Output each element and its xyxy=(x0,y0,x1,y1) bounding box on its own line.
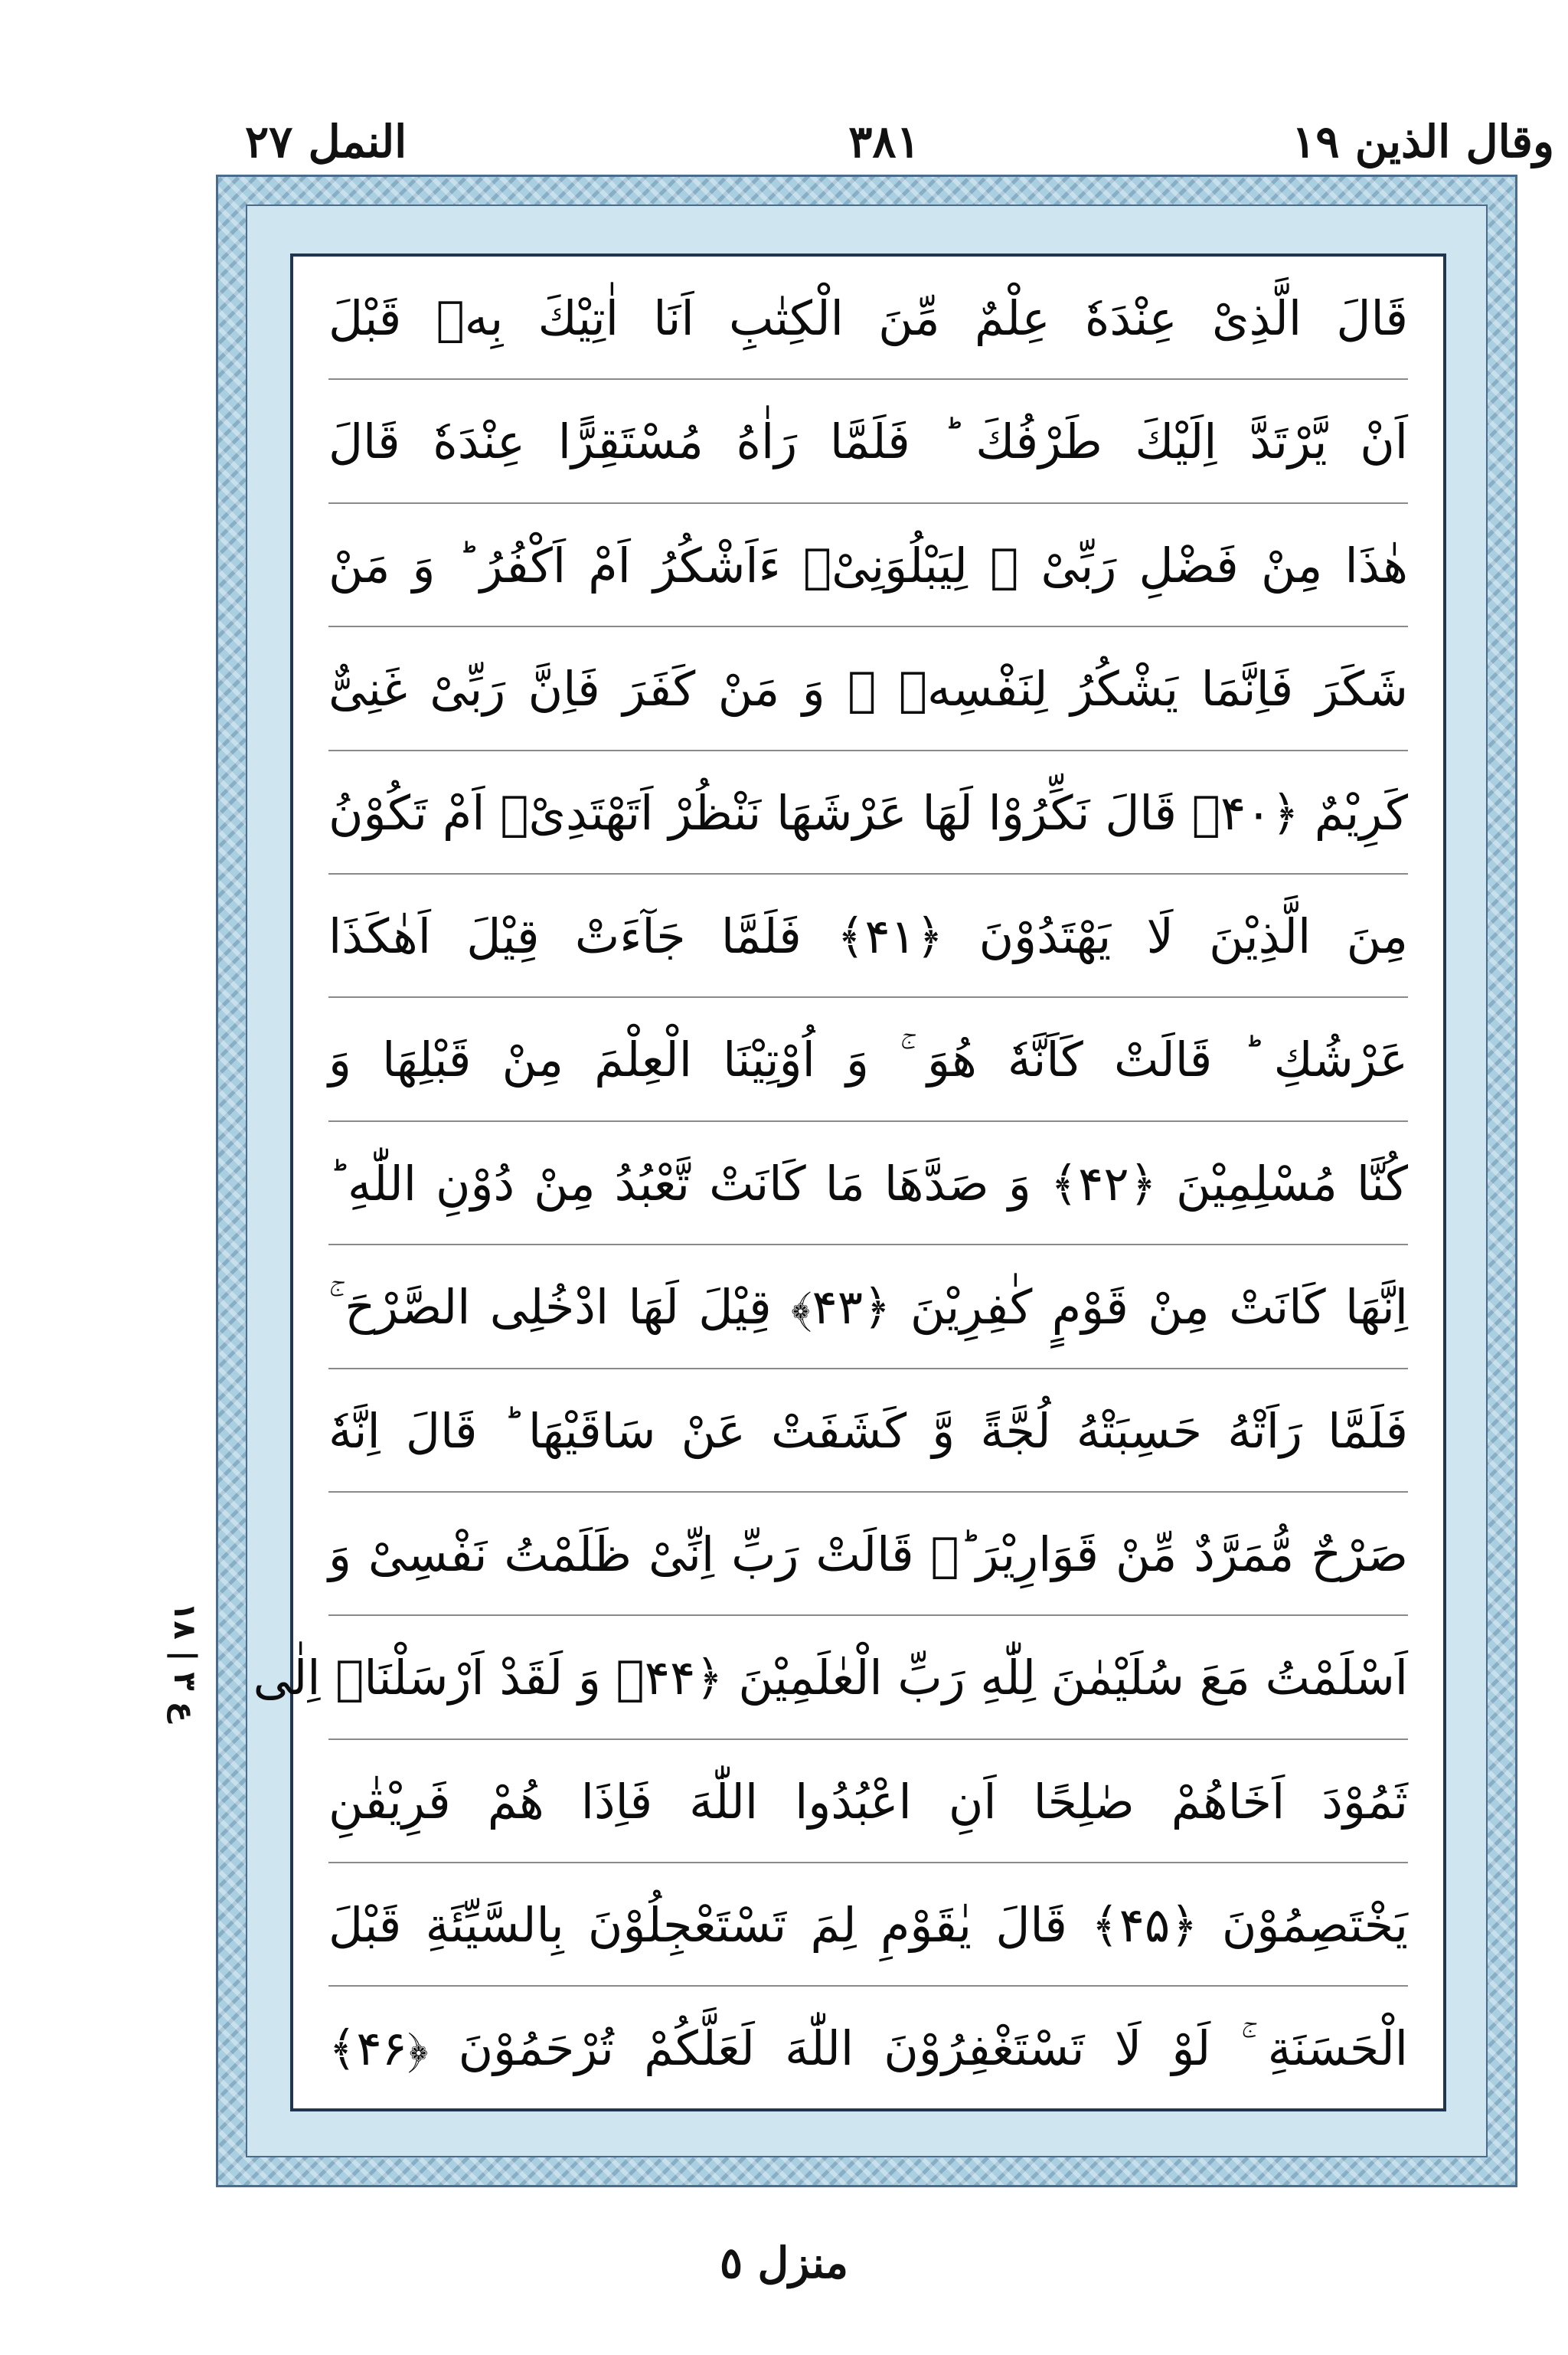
verse-line-5: كَرِیْمٌ ﴿۴۰﴾ قَالَ نَكِّرُوْا لَهَا عَرْشَهَا نَنْظُرْ اَتَهْتَدِیْۤ اَمْ تَكُوْنُ xyxy=(328,751,1408,875)
verse-line-13: ثَمُوْدَ اَخَاهُمْ صٰلِحًا اَنِ اعْبُدُوا اللّٰهَ فَاِذَا هُمْ فَرِیْقٰنِ xyxy=(328,1740,1408,1863)
verse-text-area xyxy=(253,253,1446,2111)
page-header xyxy=(214,100,1554,184)
verse-line-4: شَكَرَ فَاِنَّمَا یَشْكُرُ لِنَفْسِهٖ ۚ وَ مَنْ كَفَرَ فَاِنَّ رَبِّیْ غَنِیٌّ xyxy=(328,627,1408,751)
verse-line-15: الْحَسَنَةِ ۚ لَوْ لَا تَسْتَغْفِرُوْنَ اللّٰهَ لَعَلَّكُمْ تُرْحَمُوْنَ ﴿۴۶﴾ xyxy=(328,2020,1408,2077)
verse-line-3: هٰذَا مِنْ فَضْلِ رَبِّیْ ۫ لِیَبْلُوَنِیْۤ ءَاَشْكُرُ اَمْ اَكْفُرُ ؕ وَ مَنْ xyxy=(328,504,1408,627)
verse-line-2: اَنْ یَّرْتَدَّ اِلَیْكَ طَرْفُكَ ؕ فَلَمَّا رَاٰهُ مُسْتَقِرًّا عِنْدَهٗ قَالَ xyxy=(328,380,1408,503)
juz-title: وقال الذين ١٩ xyxy=(1292,116,1554,168)
verse-line-1: قَالَ الَّذِیْ عِنْدَهٗ عِلْمٌ مِّنَ الْكِتٰبِ اَنَا اٰتِیْكَ بِهٖ قَبْلَ xyxy=(328,257,1408,380)
verse-line-10: فَلَمَّا رَاَتْهُ حَسِبَتْهُ لُجَّةً وَّ كَشَفَتْ عَنْ سَاقَیْهَا ؕ قَالَ اِنَّهٗ xyxy=(328,1369,1408,1493)
manzil-footer: منزل ٥ xyxy=(719,2238,849,2288)
verse-line-6: مِنَ الَّذِیْنَ لَا یَهْتَدُوْنَ ﴿۴۱﴾ فَلَمَّا جَآءَتْ قِیْلَ اَهٰكَذَا xyxy=(328,875,1408,998)
verse-line-8: كُنَّا مُسْلِمِیْنَ ﴿۴۲﴾ وَ صَدَّهَا مَا كَانَتْ تَّعْبُدُ مِنْ دُوْنِ اللّٰهِ ؕ xyxy=(328,1122,1408,1245)
verse-line-7: عَرْشُكِ ؕ قَالَتْ كَاَنَّهٗ هُوَ ۚ وَ اُوْتِیْنَا الْعِلْمَ مِنْ قَبْلِهَا وَ xyxy=(328,998,1408,1121)
ruku-marker: ع ٣ | ١٨ xyxy=(167,1601,202,1722)
verse-line-9: اِنَّهَا كَانَتْ مِنْ قَوْمٍ كٰفِرِیْنَ ﴿۴۳﴾ قِیْلَ لَهَا ادْخُلِی الصَّرْحَ ۚ xyxy=(328,1245,1408,1369)
verse-line-14: یَخْتَصِمُوْنَ ﴿۴۵﴾ قَالَ یٰقَوْمِ لِمَ تَسْتَعْجِلُوْنَ بِالسَّیِّئَةِ قَبْلَ xyxy=(328,1863,1408,1987)
verse-line-12: اَسْلَمْتُ مَعَ سُلَیْمٰنَ لِلّٰهِ رَبِّ الْعٰلَمِیْنَ ﴿۴۴﴾ وَ لَقَدْ اَرْسَلْنَاۤ اِلٰی xyxy=(328,1616,1408,1739)
verse-line-11: صَرْحٌ مُّمَرَّدٌ مِّنْ قَوَارِیْرَ ؕ۬ قَالَتْ رَبِّ اِنِّیْ ظَلَمْتُ نَفْسِیْ وَ xyxy=(328,1493,1408,1616)
surah-title: النمل ٢٧ xyxy=(245,116,407,168)
page-number: ٣٨١ xyxy=(848,116,920,168)
ornamental-border xyxy=(216,175,1517,2187)
